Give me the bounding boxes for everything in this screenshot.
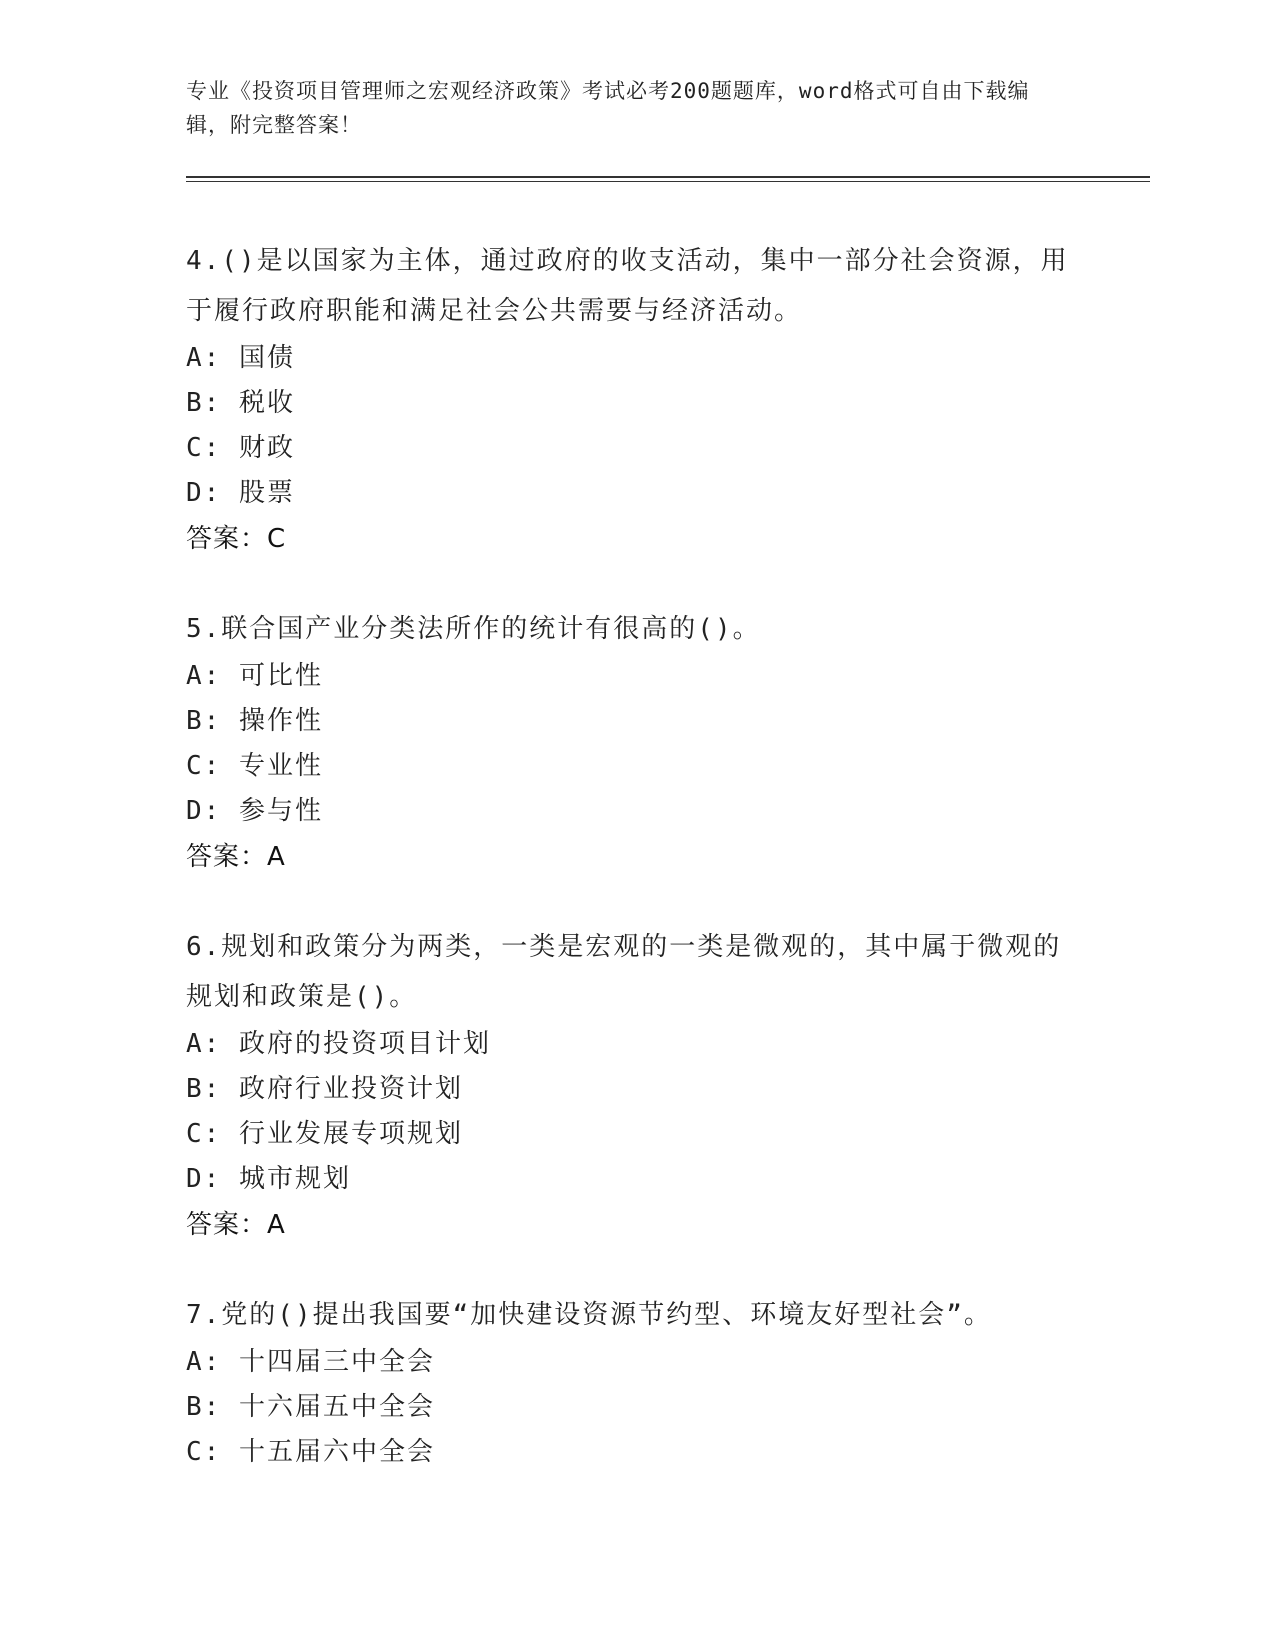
- option-a: A: 国债: [186, 343, 295, 373]
- option-b: B: 十六届五中全会: [186, 1392, 435, 1422]
- option-c: C: 行业发展专项规划: [186, 1119, 463, 1149]
- question-text: 6.规划和政策分为两类，一类是宏观的一类是微观的，其中属于微观的规划和政策是()。: [186, 932, 1062, 1012]
- question-text: 7.党的()提出我国要“加快建设资源节约型、环境友好型社会”。: [186, 1300, 992, 1330]
- option-c: C: 财政: [186, 433, 295, 463]
- option-d: D: 城市规划: [186, 1164, 351, 1194]
- option-d: D: 参与性: [186, 796, 323, 826]
- answer-line: 答案：A: [186, 842, 286, 872]
- answer-line: 答案：C: [186, 524, 287, 554]
- question-4: [186, 236, 1086, 562]
- option-a: A: 政府的投资项目计划: [186, 1029, 491, 1059]
- question-6: [186, 922, 1086, 1248]
- question-text: 5.联合国产业分类法所作的统计有很高的()。: [186, 614, 761, 644]
- option-b: B: 操作性: [186, 706, 323, 736]
- option-c: C: 十五届六中全会: [186, 1437, 435, 1467]
- option-a: A: 可比性: [186, 661, 323, 691]
- question-list: [186, 236, 1086, 1517]
- option-b: B: 政府行业投资计划: [186, 1074, 463, 1104]
- question-7: [186, 1290, 1086, 1475]
- option-b: B: 税收: [186, 388, 295, 418]
- question-5: [186, 604, 1086, 880]
- header-divider-thin: [186, 181, 1150, 182]
- header-divider-thick: [186, 176, 1150, 178]
- option-d: D: 股票: [186, 478, 295, 508]
- document-header: 专业《投资项目管理师之宏观经济政策》考试必考200题题库，word格式可自由下载编辑，附完整答案！: [186, 79, 1030, 137]
- option-c: C: 专业性: [186, 751, 323, 781]
- question-text: 4.()是以国家为主体，通过政府的收支活动，集中一部分社会资源，用于履行政府职能和满足社会公共需要与经济活动。: [186, 246, 1069, 326]
- answer-line: 答案：A: [186, 1210, 286, 1240]
- option-a: A: 十四届三中全会: [186, 1347, 435, 1377]
